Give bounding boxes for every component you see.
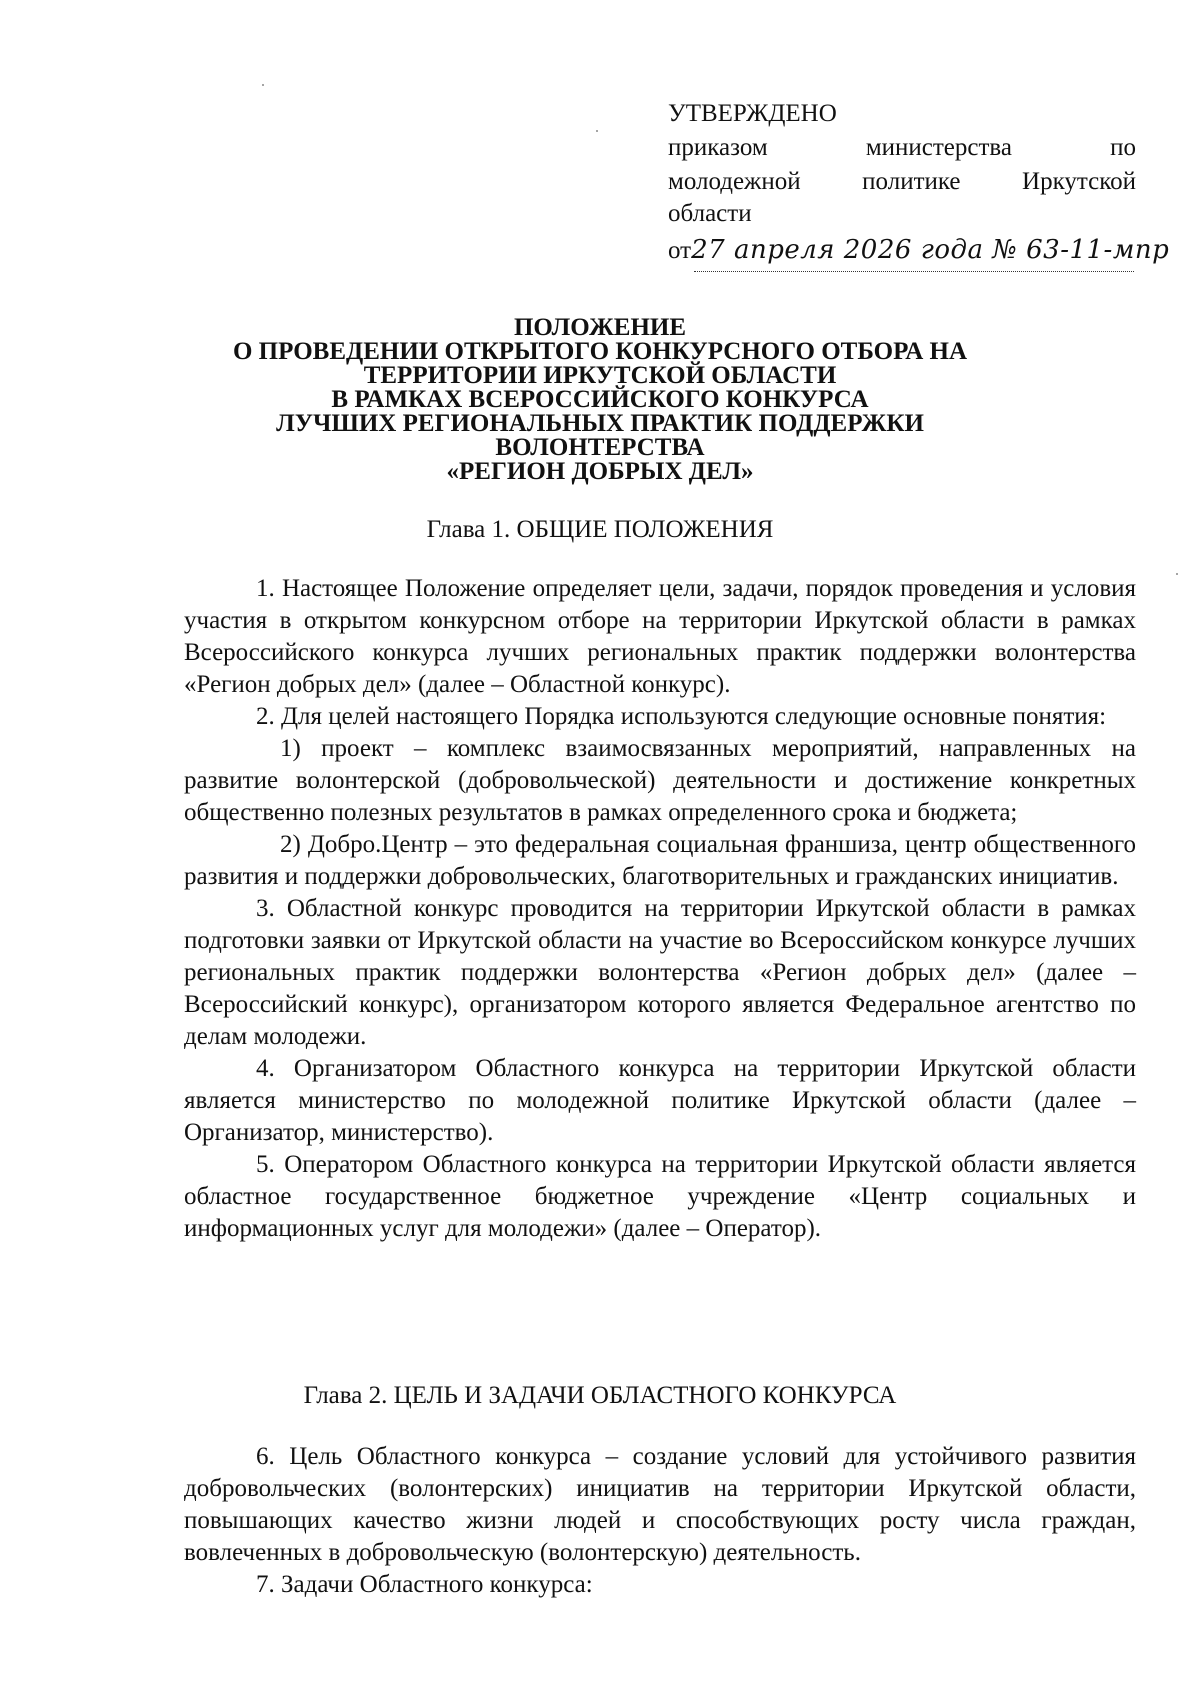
chapter-1-heading: Глава 1. ОБЩИЕ ПОЛОЖЕНИЯ xyxy=(426,516,774,543)
chapter-2-body xyxy=(184,1441,1136,1601)
paragraph-7: 7. Задачи Областного конкурса: xyxy=(256,1571,593,1598)
scan-speck xyxy=(1176,573,1178,575)
approval-heading: УТВЕРЖДЕНО xyxy=(668,100,837,127)
approval-line-1: приказом министерства по xyxy=(668,134,1136,161)
approval-order-line xyxy=(668,234,1170,267)
scan-speck xyxy=(262,84,264,86)
handwritten-order-date-number: 27 апреля 2026 года № 63-11-мпр xyxy=(691,235,1170,265)
title-line-5: ЛУЧШИХ РЕГИОНАЛЬНЫХ ПРАКТИК ПОДДЕРЖКИ xyxy=(276,410,924,437)
title-line-7: «РЕГИОН ДОБРЫХ ДЕЛ» xyxy=(446,458,754,485)
paragraph-2-item-2: 2) Добро.Центр – это федеральная социальная франшиза, центр общественного развития и поддержки добровольческих, благотворительных и гражданских инициатив. xyxy=(184,831,1136,890)
title-line-6: ВОЛОНТЕРСТВА xyxy=(495,434,705,461)
approval-block xyxy=(668,98,1170,267)
scan-speck xyxy=(596,130,598,132)
approval-line-3: области xyxy=(668,200,752,227)
order-underline xyxy=(694,270,1134,272)
paragraph-2: 2. Для целей настоящего Порядка используются следующие основные понятия: xyxy=(256,703,1107,730)
title-line-2: О ПРОВЕДЕНИИ ОТКРЫТОГО КОНКУРСНОГО ОТБОРА НА xyxy=(232,338,968,365)
paragraph-4: 4. Организатором Областного конкурса на территории Иркутской области является министерство по молодежной политике Иркутской области (далее – Организатор, министерство). xyxy=(184,1055,1136,1146)
title-line-1: ПОЛОЖЕНИЕ xyxy=(513,314,687,341)
title-line-4: В РАМКАХ ВСЕРОССИЙСКОГО КОНКУРСА xyxy=(331,386,869,413)
approval-order-prefix: от xyxy=(668,237,692,264)
title-line-3: ТЕРРИТОРИИ ИРКУТСКОЙ ОБЛАСТИ xyxy=(363,362,837,389)
approval-line-2: молодежной политике Иркутской xyxy=(668,168,1136,195)
paragraph-3: 3. Областной конкурс проводится на территории Иркутской области в рамках подготовки заявки от Иркутской области на участие во Всероссийском конкурсе лучших региональных практик поддержки волонтерства «Регион добрых дел» (далее – Всероссийский конкурс), организатором которого является Федеральное агентство по делам молодежи. xyxy=(184,895,1136,1050)
paragraph-2-item-1: 1) проект – комплекс взаимосвязанных мероприятий, направленных на развитие волонтерской (добровольческой) деятельности и достижение конкретных общественно полезных результатов в рамках определенного срока и бюджета; xyxy=(184,735,1136,826)
chapter-2-heading: Глава 2. ЦЕЛЬ И ЗАДАЧИ ОБЛАСТНОГО КОНКУРСА xyxy=(303,1382,897,1409)
chapter-1-body xyxy=(184,573,1136,1245)
paragraph-5: 5. Оператором Областного конкурса на территории Иркутской области является областное государственное бюджетное учреждение «Центр социальных и информационных услуг для молодежи» (далее – Оператор). xyxy=(184,1151,1136,1242)
paragraph-1: 1. Настоящее Положение определяет цели, задачи, порядок проведения и условия участия в открытом конкурсном отборе на территории Иркутской области в рамках Всероссийского конкурса лучших региональных практик поддержки волонтерства «Регион добрых дел» (далее – Областной конкурс). xyxy=(184,575,1136,698)
paragraph-6: 6. Цель Областного конкурса – создание условий для устойчивого развития добровольческих (волонтерских) инициатив на территории Иркутской области, повышающих качество жизни людей и способствующих росту числа граждан, вовлеченных в добровольческую (волонтерскую) деятельность. xyxy=(184,1443,1136,1566)
document-title xyxy=(160,316,1040,484)
